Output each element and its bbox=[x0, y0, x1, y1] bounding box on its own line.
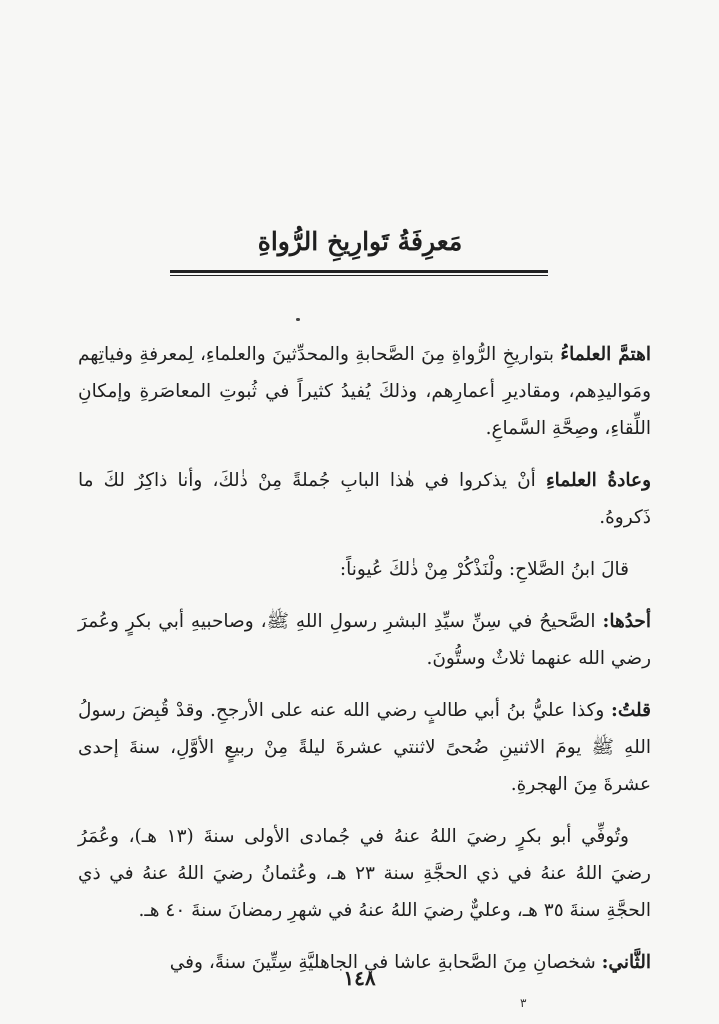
paragraph-text: أنْ يذكروا في هٰذا البابِ جُملةً مِنْ ذٰلكَ، وأنا ذاكِرٌ لكَ ما ذَكروهُ. bbox=[78, 470, 651, 528]
paragraph-note bbox=[78, 692, 651, 803]
paragraph-text: الصَّحيحُ في سِنِّ سيِّدِ البشرِ رسولِ اللهِ ﷺ، وصاحبيهِ أبي بكرٍ وعُمرَ رضي الله عنهما ثلاثٌ وستُّونَ. bbox=[78, 611, 651, 669]
paragraph-ibn-salah bbox=[78, 551, 651, 588]
paragraph-first bbox=[78, 603, 651, 677]
paragraph-text: بتواريخِ الرُّواةِ مِنَ الصَّحابةِ والمحدِّثينَ والعلماءِ، لِمعرفةِ وفياتِهم ومَواليدِهم، ومقاديرِ أعمارِهم، وذلكَ يُفيدُ كثيراً في ثُبوتِ المعاصَرةِ وإمكانِ اللِّقاءِ، وصِحَّةِ السَّماعِ. bbox=[78, 344, 651, 439]
paragraph-scholars-custom bbox=[78, 462, 651, 536]
body-text bbox=[78, 336, 651, 996]
paragraph-lead: اهتمَّ العلماءُ bbox=[560, 344, 651, 365]
page-number: ١٤٨ bbox=[343, 966, 376, 990]
paragraph-text: شخصانِ مِنَ الصَّحابةِ عاشا في الجاهليَّةِ سِتِّينَ سنةً، وفي bbox=[169, 952, 602, 973]
paragraph-text: قالَ ابنُ الصَّلاحِ: ولْنَذْكُرْ مِنْ ذٰلكَ عُيوناً: bbox=[339, 559, 629, 580]
paragraph-text: وكذا عليُّ بنُ أبي طالبٍ رضي الله عنه على الأرجحِ. وقدْ قُبِضَ رسولُ اللهِ ﷺ يومَ الاثنينِ ضُحىً لاثنتي عشرةَ ليلةً مِنْ ربيعٍ الأوَّلِ، سنةَ إحدى عشرةَ مِنَ الهجرةِ. bbox=[78, 700, 651, 795]
paragraph-lead: الثَّاني: bbox=[601, 952, 651, 973]
chapter-title: مَعرِفَةُ تَوارِيخِ الرُّواةِ bbox=[257, 227, 463, 256]
paragraph-lead: أحدُها: bbox=[602, 611, 651, 632]
title-underline-thick bbox=[170, 270, 548, 273]
paragraph-lead: قلتُ: bbox=[611, 700, 651, 721]
ink-speck bbox=[296, 318, 300, 321]
paragraph-death-dates bbox=[78, 818, 651, 929]
paragraph-scholars-interest bbox=[78, 336, 651, 447]
title-underline-thin bbox=[170, 275, 548, 276]
paragraph-lead: وعادةُ العلماءِ bbox=[545, 470, 652, 491]
paragraph-text: وتُوفِّي أبو بكرٍ رضيَ اللهُ عنهُ في جُمادى الأولى سنةَ (١٣ هـ)، وعُمَرُ رضيَ اللهُ عنهُ في ذي الحجَّةِ سنة ٢٣ هـ، وعُثمانُ رضيَ اللهُ عنهُ في ذي الحجَّةِ سنةَ ٣٥ هـ، وعليٌّ رضيَ اللهُ عنهُ في شهرِ رمضانَ سنةَ ٤٠ هـ. bbox=[78, 826, 651, 921]
corner-mark: ٣ bbox=[520, 996, 527, 1010]
